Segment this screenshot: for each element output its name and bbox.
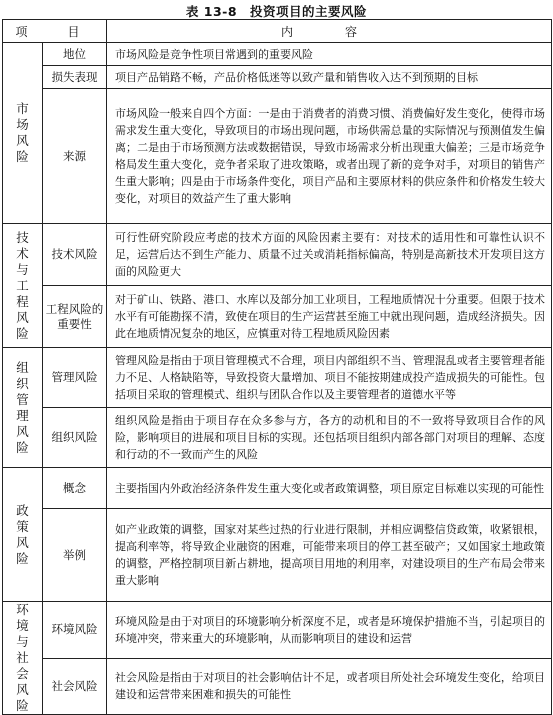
category-label: 组织管理风险 <box>16 359 29 455</box>
table-row <box>3 66 552 89</box>
content-cell: 对于矿山、铁路、港口、水库以及部分加工业项目，工程地质情况十分重要。但限于技术水平有可能勘探不清，致使在项目的生产运营甚至施工中就出现问题，造成经济损失。因此在地质情况复杂的地区，应慎重对待工程地质风险因素 <box>107 286 552 348</box>
content-cell: 组织风险是指由于项目存在众多参与方，各方的动机和目的不一致将导致项目合作的风险，影响项目的进展和项目目标的实现。还包括项目组织内部各部门对项目的理解、态度和行动的不一致而产生的风险 <box>107 408 552 468</box>
subitem-cell: 管理风险 <box>43 348 107 408</box>
subitem-cell: 工程风险的重要性 <box>43 286 107 348</box>
table-row <box>3 286 552 348</box>
header-item <box>3 20 107 43</box>
content-cell: 可行性研究阶段应考虑的技术方面的风险因素主要有：对技术的适用性和可靠性认识不足，运营后达不到生产能力、质量不过关或消耗指标偏高，特别是高新技术开发项目这方面的风险更大 <box>107 224 552 286</box>
content-cell: 如产业政策的调整，国家对某些过热的行业进行限制，并相应调整信贷政策，收紧银根，提高利率等，将导致企业融资的困难，可能带来项目的停工甚至破产；又如国家土地政策的调整，严格控制项目新占耕地，提高项目用地的利用率，对建设项目的生产布局会带来重大影响 <box>107 509 552 602</box>
category-cell <box>3 224 43 348</box>
content-cell: 社会风险是指由于对项目的社会影响估计不足，或者项目所处社会环境发生变化，给项目建设和运营带来困难和损失的可能性 <box>107 658 552 715</box>
content-cell: 主要指国内外政治经济条件发生重大变化或者政策调整，项目原定目标难以实现的可能性 <box>107 468 552 509</box>
category-label: 政策风险 <box>16 502 29 566</box>
content-cell: 环境风险是由于对项目的环境影响分析深度不足，或者是环境保护措施不当，引起项目的环境冲突，带来重大的环境影响，从而影响项目的建设和运营 <box>107 602 552 659</box>
category-label: 市场风险 <box>16 101 29 164</box>
category-cell <box>3 602 43 715</box>
header-content-label: 内 容 <box>281 24 378 39</box>
category-cell <box>3 468 43 602</box>
category-label: 环境与社会风险 <box>16 602 29 713</box>
risk-table <box>2 19 552 715</box>
subitem-cell: 技术风险 <box>43 224 107 286</box>
subitem-cell: 损失表现 <box>43 66 107 89</box>
table-title: 表 13-8 投资项目的主要风险 <box>185 4 368 19</box>
table-row <box>3 89 552 224</box>
table-header-row <box>3 20 552 43</box>
content-cell: 项目产品销路不畅，产品价格低迷等以致产量和销售收入达不到预期的目标 <box>107 66 552 89</box>
table-row <box>3 224 552 286</box>
subitem-cell: 组织风险 <box>43 408 107 468</box>
table-row <box>3 43 552 66</box>
content-cell: 管理风险是指由于项目管理模式不合理，项目内部组织不当、管理混乱或者主要管理者能力不足、人格缺陷等，导致投资大量增加、项目不能按期建成投产造成损失的可能性。包括项目采取的管理模式、组织与团队合作以及主要管理者的道德水平等 <box>107 348 552 408</box>
table-row <box>3 602 552 659</box>
category-cell <box>3 348 43 468</box>
header-item-label: 项 目 <box>15 24 94 39</box>
subitem-cell: 概念 <box>43 468 107 509</box>
subitem-cell: 地位 <box>43 43 107 66</box>
subitem-cell: 来源 <box>43 89 107 224</box>
table-row <box>3 658 552 715</box>
content-cell: 市场风险是竞争性项目常遇到的重要风险 <box>107 43 552 66</box>
table-row <box>3 468 552 509</box>
subitem-cell: 社会风险 <box>43 658 107 715</box>
content-cell: 市场风险一般来自四个方面：一是由于消费者的消费习惯、消费偏好发生变化，使得市场需求发生重大变化，导致项目的市场出现问题，市场供需总量的实际情况与预测值发生偏离；二是由于市场预测方法或数据错误，导致市场需求分析出现重大偏差；三是市场竞争格局发生重大变化，竞争者采取了进攻策略，或者出现了新的竞争对手，对项目的销售产生重大影响；四是由于市场条件变化，项目产品和主要原材料的供应条件和价格发生较大变化，对项目的效益产生了重大影响 <box>107 89 552 224</box>
table-row <box>3 408 552 468</box>
header-content <box>107 20 552 43</box>
category-label: 技术与工程风险 <box>16 229 29 341</box>
category-cell <box>3 43 43 224</box>
table-row <box>3 348 552 408</box>
subitem-cell: 环境风险 <box>43 602 107 659</box>
table-row <box>3 509 552 602</box>
subitem-cell: 举例 <box>43 509 107 602</box>
